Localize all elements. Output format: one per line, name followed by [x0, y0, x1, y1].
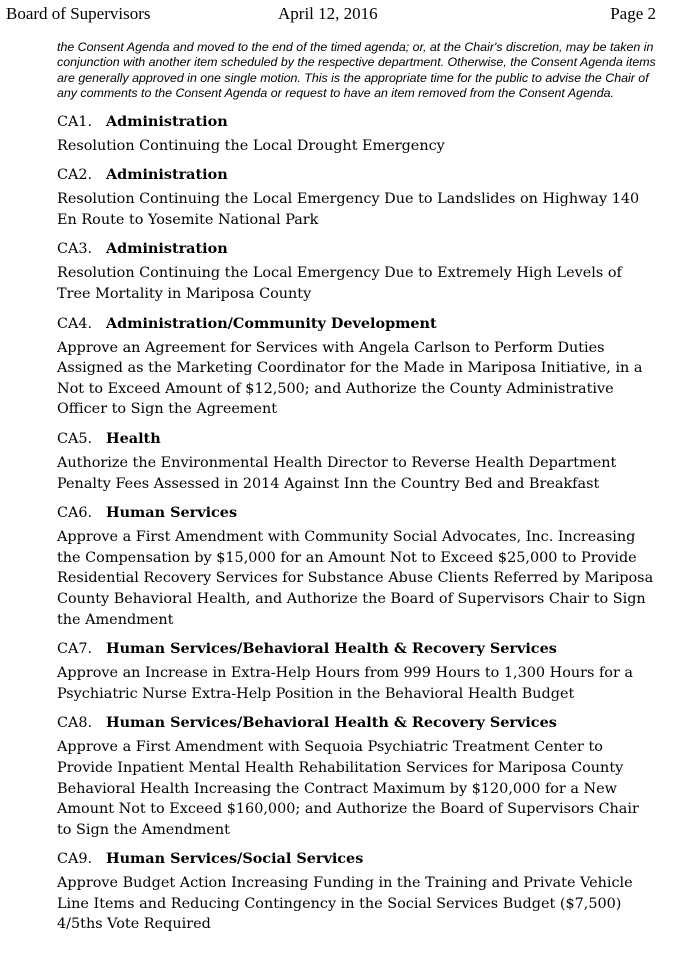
agenda-item-number: CA8.: [57, 715, 93, 732]
agenda-item-ca1: [57, 111, 657, 157]
agenda-item-number: CA3.: [57, 241, 93, 258]
agenda-item-number: CA5.: [57, 430, 93, 447]
header-page-number: Page 2: [610, 4, 656, 23]
agenda-item-ca2: [57, 164, 657, 230]
agenda-item-number: CA6.: [57, 505, 93, 522]
agenda-item-heading: [57, 502, 657, 524]
agenda-item-ca9: [57, 848, 657, 935]
agenda-item-category: Human Services: [106, 504, 238, 522]
agenda-item-description: Resolution Continuing the Local Drought Emergency: [57, 137, 445, 154]
agenda-item-ca3: [57, 238, 657, 304]
consent-agenda-intro: the Consent Agenda and moved to the end of the timed agenda; or, at the Chair's discretion, may be taken in conjunction with another item scheduled by the respective department. Otherwise, the Consent Agenda items are generally approved in one single motion. This is the appropriate time for the public to advise the Chair of any comments to the Consent Agenda or request to have an item removed from the Consent Agenda.: [57, 40, 656, 101]
agenda-item-heading: [57, 111, 657, 133]
agenda-item-number: CA4.: [57, 315, 93, 332]
agenda-item-number: CA2.: [57, 167, 93, 184]
agenda-item-heading: [57, 638, 657, 660]
agenda-item-ca8: [57, 712, 657, 840]
agenda-item-number: CA9.: [57, 851, 93, 868]
agenda-item-description: Resolution Continuing the Local Emergency Due to Extremely High Levels of Tree Mortality in Mariposa County: [57, 265, 622, 302]
agenda-item-heading: [57, 712, 657, 734]
agenda-item-number: CA7.: [57, 641, 93, 658]
agenda-item-category: Human Services/Behavioral Health & Recovery Services: [106, 640, 557, 658]
agenda-item-heading: [57, 238, 657, 260]
agenda-item-description: Approve a First Amendment with Sequoia Psychiatric Treatment Center to Provide Inpatient Mental Health Rehabilitation Services for Mariposa County Behavioral Health Increasing the Contract Maximum by $120,000 for a New Amount Not to Exceed $160,000; and Authorize the Board of Supervisors Chair to Sign the Amendment: [57, 739, 639, 838]
agenda-item-number: CA1.: [57, 113, 93, 130]
agenda-item-heading: [57, 848, 657, 870]
agenda-item-heading: [57, 164, 657, 186]
agenda-item-category: Administration: [106, 240, 228, 258]
agenda-item-description: Approve a First Amendment with Community Social Advocates, Inc. Increasing the Compensation by $15,000 for an Amount Not to Exceed $25,000 to Provide Residential Recovery Services for Substance Abuse Clients Referred by Mariposa County Behavioral Health, and Authorize the Board of Supervisors Chair to Sign the Amendment: [57, 529, 654, 628]
agenda-item-category: Administration: [106, 112, 228, 130]
header-board-name: Board of Supervisors: [6, 4, 151, 23]
agenda-item-ca7: [57, 638, 657, 704]
agenda-item-category: Administration: [106, 166, 228, 184]
agenda-item-description: Resolution Continuing the Local Emergency Due to Landslides on Highway 140 En Route to Yosemite National Park: [57, 191, 640, 228]
agenda-item-category: Administration/Community Development: [106, 314, 437, 332]
agenda-item-heading: [57, 428, 657, 450]
agenda-item-description: Approve Budget Action Increasing Funding in the Training and Private Vehicle Line Items and Reducing Contingency in the Social Services Budget ($7,500) 4/5ths Vote Required: [57, 875, 633, 933]
agenda-item-description: Authorize the Environmental Health Director to Reverse Health Department Penalty Fees Assessed in 2014 Against Inn the Country Bed and Breakfast: [57, 454, 617, 492]
agenda-item-description: Approve an Increase in Extra-Help Hours from 999 Hours to 1,300 Hours for a Psychiatric Nurse Extra-Help Position in the Behavioral Health Budget: [57, 665, 633, 702]
agenda-item-category: Human Services/Behavioral Health & Recovery Services: [106, 714, 557, 732]
agenda-item-description: Approve an Agreement for Services with Angela Carlson to Perform Duties Assigned as the Marketing Coordinator for the Made in Mariposa Initiative, in a Not to Exceed Amount of $12,500; and Authorize the County Administrative Officer to Sign the Agreement: [57, 339, 643, 418]
agenda-item-ca6: [57, 502, 657, 630]
agenda-item-category: Human Services/Social Services: [106, 850, 364, 868]
agenda-content: [57, 40, 657, 943]
page-header: [0, 4, 680, 26]
agenda-item-ca5: [57, 428, 657, 494]
agenda-item-ca4: [57, 313, 657, 420]
agenda-item-category: Health: [106, 429, 161, 447]
header-date: April 12, 2016: [278, 4, 378, 23]
agenda-item-heading: [57, 313, 657, 335]
